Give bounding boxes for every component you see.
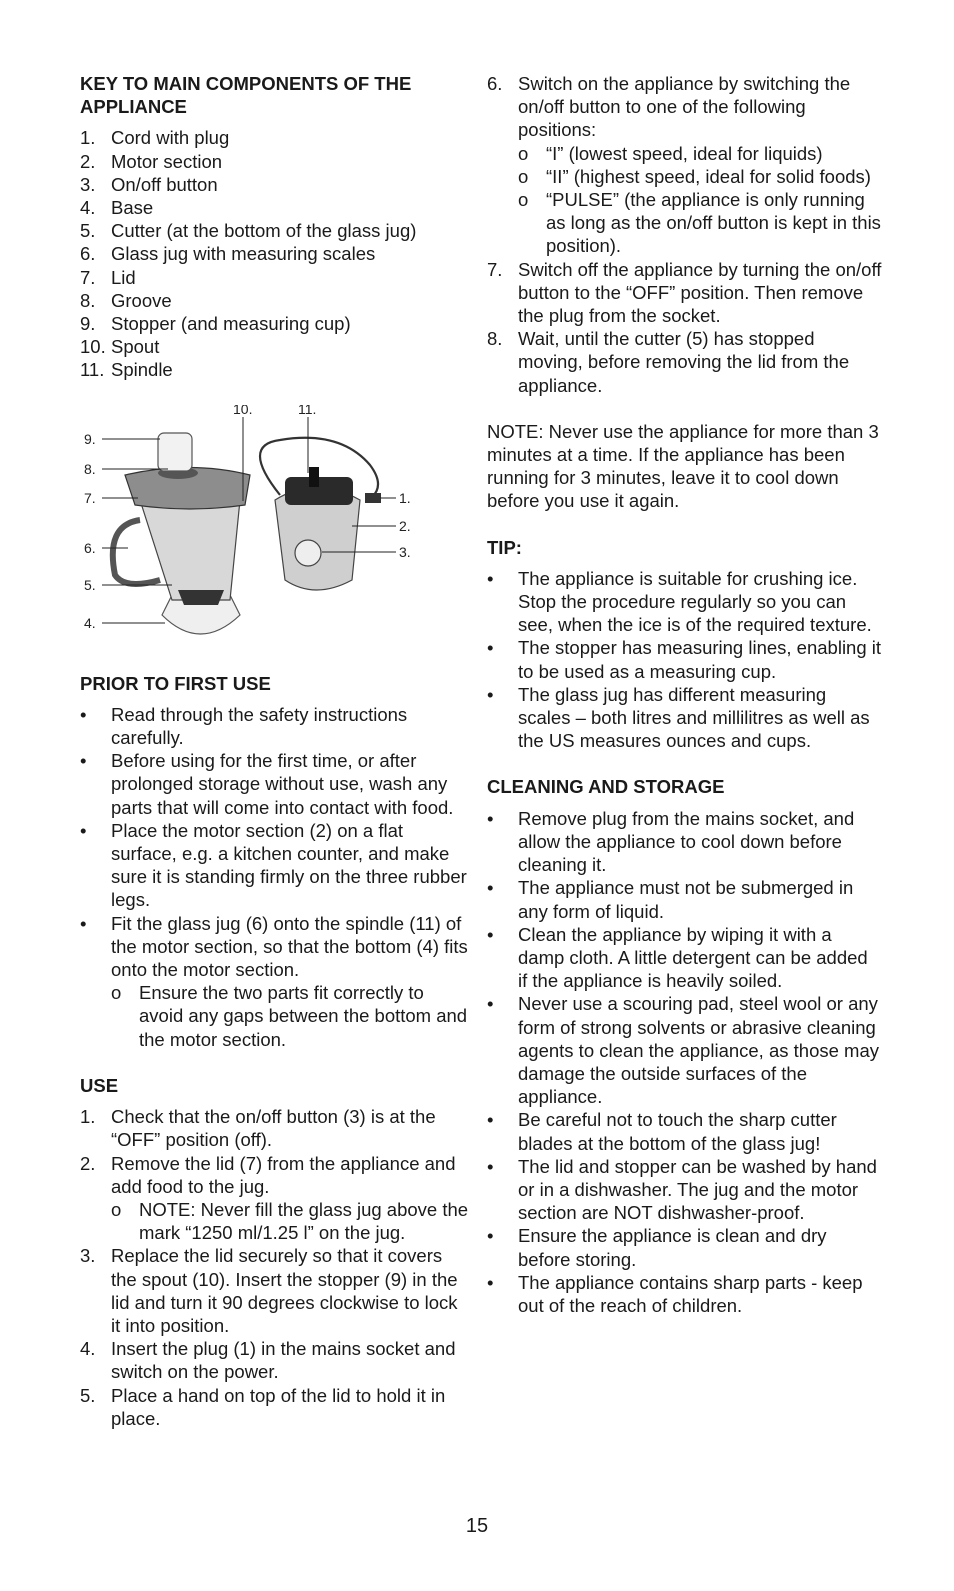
item-text: Never use a scouring pad, steel wool or any form of strong solvents or abrasive cleaning agents to clean the appliance, as those may damage the outside surfaces of the appliance. xyxy=(518,993,879,1108)
item-text: The appliance is suitable for crushing ice. Stop the procedure regularly so you can see, when the ice is of the required texture. xyxy=(518,567,872,636)
list-item xyxy=(487,636,882,682)
item-number: 4. xyxy=(80,197,96,219)
key-heading xyxy=(80,72,470,118)
item-number: 10. xyxy=(80,336,106,358)
bullet: • xyxy=(487,683,494,705)
step-item xyxy=(487,72,882,258)
list-item xyxy=(80,912,470,1051)
label-7: 7. xyxy=(84,489,96,506)
label-9: 9. xyxy=(84,430,96,447)
left-column xyxy=(80,72,470,1453)
list-item xyxy=(487,1108,882,1154)
key-item xyxy=(80,289,470,312)
item-text: Check that the on/off button (3) is at the “OFF” position (off). xyxy=(111,1106,436,1151)
sub-bullet: o xyxy=(111,982,122,1004)
list-item xyxy=(487,1155,882,1225)
label-8: 8. xyxy=(84,460,96,477)
prior-heading: PRIOR TO FIRST USE xyxy=(80,672,271,694)
stopper-shape xyxy=(158,433,192,471)
label-2: 2. xyxy=(399,517,411,534)
item-text: “I” (lowest speed, ideal for liquids) xyxy=(546,142,823,164)
item-text: Base xyxy=(111,197,154,219)
item-number: 8. xyxy=(80,289,96,311)
bullet: • xyxy=(80,819,87,841)
item-text: “II” (highest speed, ideal for solid foods) xyxy=(546,165,871,187)
spindle-shape xyxy=(309,467,319,487)
sub-bullet: o xyxy=(518,142,529,164)
item-text: Ensure the appliance is clean and dry before storing. xyxy=(518,1225,827,1270)
key-item xyxy=(80,196,470,219)
list-item xyxy=(487,567,882,637)
item-text: On/off button xyxy=(111,173,218,195)
bullet: • xyxy=(80,912,87,934)
bullet: • xyxy=(80,750,87,772)
item-text: Switch off the appliance by turning the on/off button to the “OFF” position. Then remove the plug from the socket. xyxy=(518,258,882,327)
key-item xyxy=(80,150,470,173)
cleaning-list xyxy=(487,807,882,1317)
use-heading: USE xyxy=(80,1074,119,1096)
item-text: Place a hand on top of the lid to hold it in place. xyxy=(111,1384,446,1429)
item-text: Remove the lid (7) from the appliance and add food to the jug. xyxy=(111,1152,456,1197)
list-item xyxy=(487,807,882,877)
bullet: • xyxy=(80,703,87,725)
item-text: Switch on the appliance by switching the on/off button to one of the following positions: xyxy=(518,73,851,141)
step-number: 2. xyxy=(80,1152,96,1174)
list-item xyxy=(80,749,470,819)
bullet: • xyxy=(487,1225,494,1247)
step-item xyxy=(487,258,882,328)
on-off-button-shape xyxy=(295,540,321,566)
bullet: • xyxy=(487,637,494,659)
label-11: 11. xyxy=(298,404,317,417)
tip-heading: TIP: xyxy=(487,536,522,558)
item-text: Insert the plug (1) in the mains socket and switch on the power. xyxy=(111,1338,456,1383)
key-section xyxy=(80,72,470,382)
item-number: 1. xyxy=(80,127,96,149)
list-item xyxy=(487,923,882,993)
item-text: Spindle xyxy=(111,359,173,381)
cutter-shape xyxy=(178,590,224,605)
sub-item xyxy=(518,188,882,258)
item-text: Replace the lid securely so that it covers the spout (10). Insert the stopper (9) in the lid and turn it 90 degrees clockwise to lock it into position. xyxy=(111,1245,458,1336)
tip-list xyxy=(487,567,882,753)
item-text: Be careful not to touch the sharp cutter blades at the bottom of the glass jug! xyxy=(518,1109,837,1154)
label-1: 1. xyxy=(399,489,411,506)
item-text: The appliance contains sharp parts - keep out of the reach of children. xyxy=(518,1271,863,1316)
prior-list xyxy=(80,703,470,1051)
step-number: 1. xyxy=(80,1106,96,1128)
item-text: Fit the glass jug (6) onto the spindle (11) of the motor section, so that the bottom (4) fits onto the motor section. xyxy=(111,912,468,981)
step-item xyxy=(80,1152,470,1245)
blender-illustration xyxy=(80,405,420,650)
item-text: Remove plug from the mains socket, and allow the appliance to cool down before cleaning it. xyxy=(518,807,855,876)
sub-item xyxy=(111,1198,470,1244)
use-section xyxy=(80,1074,470,1430)
list-item xyxy=(487,1271,882,1317)
list-item xyxy=(487,876,882,922)
item-text: The lid and stopper can be washed by hand or in a dishwasher. The jug and the motor section are NOT dishwasher-proof. xyxy=(518,1155,877,1224)
cleaning-section xyxy=(487,775,882,1317)
right-column xyxy=(487,72,882,1340)
item-number: 3. xyxy=(80,173,96,195)
bullet: • xyxy=(487,1109,494,1131)
key-item xyxy=(80,173,470,196)
step-item xyxy=(80,1105,470,1151)
item-number: 11. xyxy=(80,359,105,381)
sub-item xyxy=(111,981,470,1051)
item-text: Read through the safety instructions carefully. xyxy=(111,703,408,749)
key-item xyxy=(80,312,470,335)
item-text: Cutter (at the bottom of the glass jug) xyxy=(111,220,417,242)
sub-bullet: o xyxy=(518,189,529,211)
label-6: 6. xyxy=(84,539,96,556)
step-number: 5. xyxy=(80,1384,96,1406)
list-item xyxy=(487,1224,882,1270)
use-section-continued xyxy=(487,72,882,397)
list-item xyxy=(80,703,470,749)
bullet: • xyxy=(487,993,494,1015)
step-number: 3. xyxy=(80,1245,96,1267)
sub-item xyxy=(518,165,882,188)
list-item xyxy=(487,992,882,1108)
item-text: Lid xyxy=(111,266,136,288)
bullet: • xyxy=(487,807,494,829)
item-text: Groove xyxy=(111,289,172,311)
bullet: • xyxy=(487,923,494,945)
item-text: Clean the appliance by wiping it with a damp cloth. A little detergent can be added if the appliance is heavily soiled. xyxy=(518,923,868,992)
item-number: 2. xyxy=(80,150,96,172)
cleaning-heading: CLEANING AND STORAGE xyxy=(487,776,725,798)
item-number: 7. xyxy=(80,266,96,288)
sub-bullet: o xyxy=(518,165,529,187)
key-item xyxy=(80,266,470,289)
item-number: 9. xyxy=(80,313,96,335)
label-10: 10. xyxy=(233,404,253,417)
step-item xyxy=(80,1384,470,1430)
note-paragraph: NOTE: Never use the appliance for more than 3 minutes at a time. If the appliance has been running for 3 minutes, leave it to cool down before you use it again. xyxy=(487,420,879,512)
use-list-part1 xyxy=(80,1105,470,1430)
key-item xyxy=(80,219,470,242)
bullet: • xyxy=(487,1155,494,1177)
item-text: Stopper (and measuring cup) xyxy=(111,313,351,335)
item-text: Before using for the first time, or after prolonged storage without use, wash any parts that will come into contact with food. xyxy=(111,750,454,818)
item-text: Motor section xyxy=(111,150,223,172)
step-item xyxy=(487,327,882,397)
plug-shape xyxy=(365,493,381,503)
item-text: “PULSE” (the appliance is only running as long as the on/off button is kept in this position). xyxy=(546,189,881,257)
item-text: The appliance must not be submerged in any form of liquid. xyxy=(518,877,854,922)
label-3: 3. xyxy=(399,543,411,560)
key-item xyxy=(80,126,470,149)
item-number: 6. xyxy=(80,243,96,265)
key-item xyxy=(80,242,470,265)
item-text: Ensure the two parts fit correctly to avoid any gaps between the bottom and the motor section. xyxy=(139,982,468,1050)
sub-bullet: o xyxy=(111,1198,122,1220)
key-list xyxy=(80,126,470,381)
step-number: 8. xyxy=(487,328,503,350)
item-text: The stopper has measuring lines, enabling it to be used as a measuring cup. xyxy=(518,637,882,682)
prior-section xyxy=(80,672,470,1051)
step-item xyxy=(80,1244,470,1337)
key-heading-line1: KEY TO MAIN COMPONENTS OF THE xyxy=(80,73,412,94)
bullet: • xyxy=(487,1271,494,1293)
step-number: 6. xyxy=(487,73,503,94)
bullet: • xyxy=(487,567,494,589)
label-5: 5. xyxy=(84,576,96,593)
item-text: NOTE: Never fill the glass jug above the mark “1250 ml/1.25 l” on the jug. xyxy=(139,1198,469,1244)
use-list-part2 xyxy=(487,72,882,397)
bullet: • xyxy=(487,877,494,899)
item-text: Wait, until the cutter (5) has stopped moving, before removing the lid from the appliance. xyxy=(518,328,850,396)
tip-section xyxy=(487,536,882,753)
item-number: 5. xyxy=(80,220,96,242)
step-number: 4. xyxy=(80,1338,96,1360)
step-number: 7. xyxy=(487,258,503,280)
list-item xyxy=(487,683,882,753)
item-text: The glass jug has different measuring scales – both litres and millilitres as well as the US measures ounces and cups. xyxy=(518,683,870,752)
item-text: Cord with plug xyxy=(111,127,230,149)
item-text: Place the motor section (2) on a flat surface, e.g. a kitchen counter, and make sure it is standing firmly on the three rubber legs. xyxy=(111,819,467,911)
list-item xyxy=(80,819,470,912)
step-item xyxy=(80,1337,470,1383)
label-4: 4. xyxy=(84,614,96,631)
appliance-figure xyxy=(80,405,420,650)
key-heading-line2: APPLIANCE xyxy=(80,96,187,118)
key-item xyxy=(80,358,470,381)
key-item xyxy=(80,335,470,358)
page-number: 15 xyxy=(465,1515,489,1537)
item-text: Glass jug with measuring scales xyxy=(111,243,376,265)
item-text: Spout xyxy=(111,336,160,358)
sub-item xyxy=(518,142,882,165)
